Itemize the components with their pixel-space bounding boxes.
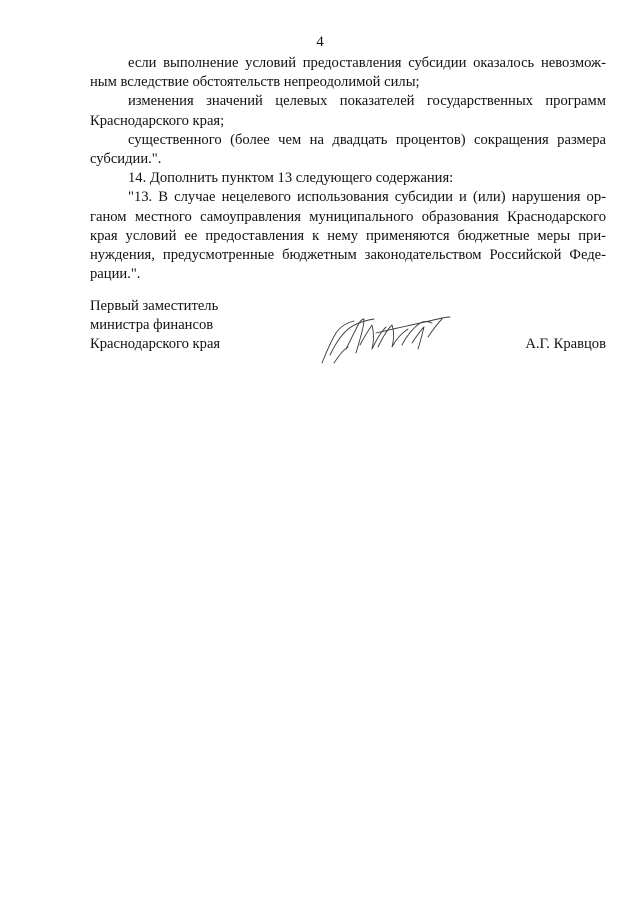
page-number: 4 <box>316 34 324 50</box>
body-line: существенного (более чем на двадцать процентов) сокращения размера <box>128 131 606 148</box>
body-line: изменения значений целевых показателей государственных программ <box>128 93 606 110</box>
body-line: субсидии.". <box>90 151 162 168</box>
body-line: края условий ее предоставления к нему применяются бюджетные меры при- <box>90 227 606 244</box>
body-line: ным вследствие обстоятельств непреодолимой силы; <box>90 74 420 91</box>
signer-title <box>90 297 220 355</box>
document-body <box>90 54 606 284</box>
body-line: рации.". <box>90 266 141 283</box>
body-line: ганом местного самоуправления муниципального образования Краснодарского <box>90 208 606 225</box>
signer-title-line: Краснодарского края <box>90 336 221 353</box>
signer-name: А.Г. Кравцов <box>525 336 606 352</box>
body-line: "13. В случае нецелевого использования субсидии и (или) нарушения ор- <box>128 189 606 206</box>
body-line: 14. Дополнить пунктом 13 следующего содержания: <box>128 170 454 187</box>
signer-title-line: Первый заместитель <box>90 298 219 314</box>
body-line: нуждения, предусмотренные бюджетным законодательством Российской Феде- <box>90 247 606 264</box>
handwritten-signature-icon <box>316 307 456 369</box>
signature-block <box>90 297 606 367</box>
signer-title-line: министра финансов <box>90 317 214 334</box>
body-line: если выполнение условий предоставления субсидии оказалось невозмож- <box>128 55 606 71</box>
body-line: Краснодарского края; <box>90 112 225 129</box>
